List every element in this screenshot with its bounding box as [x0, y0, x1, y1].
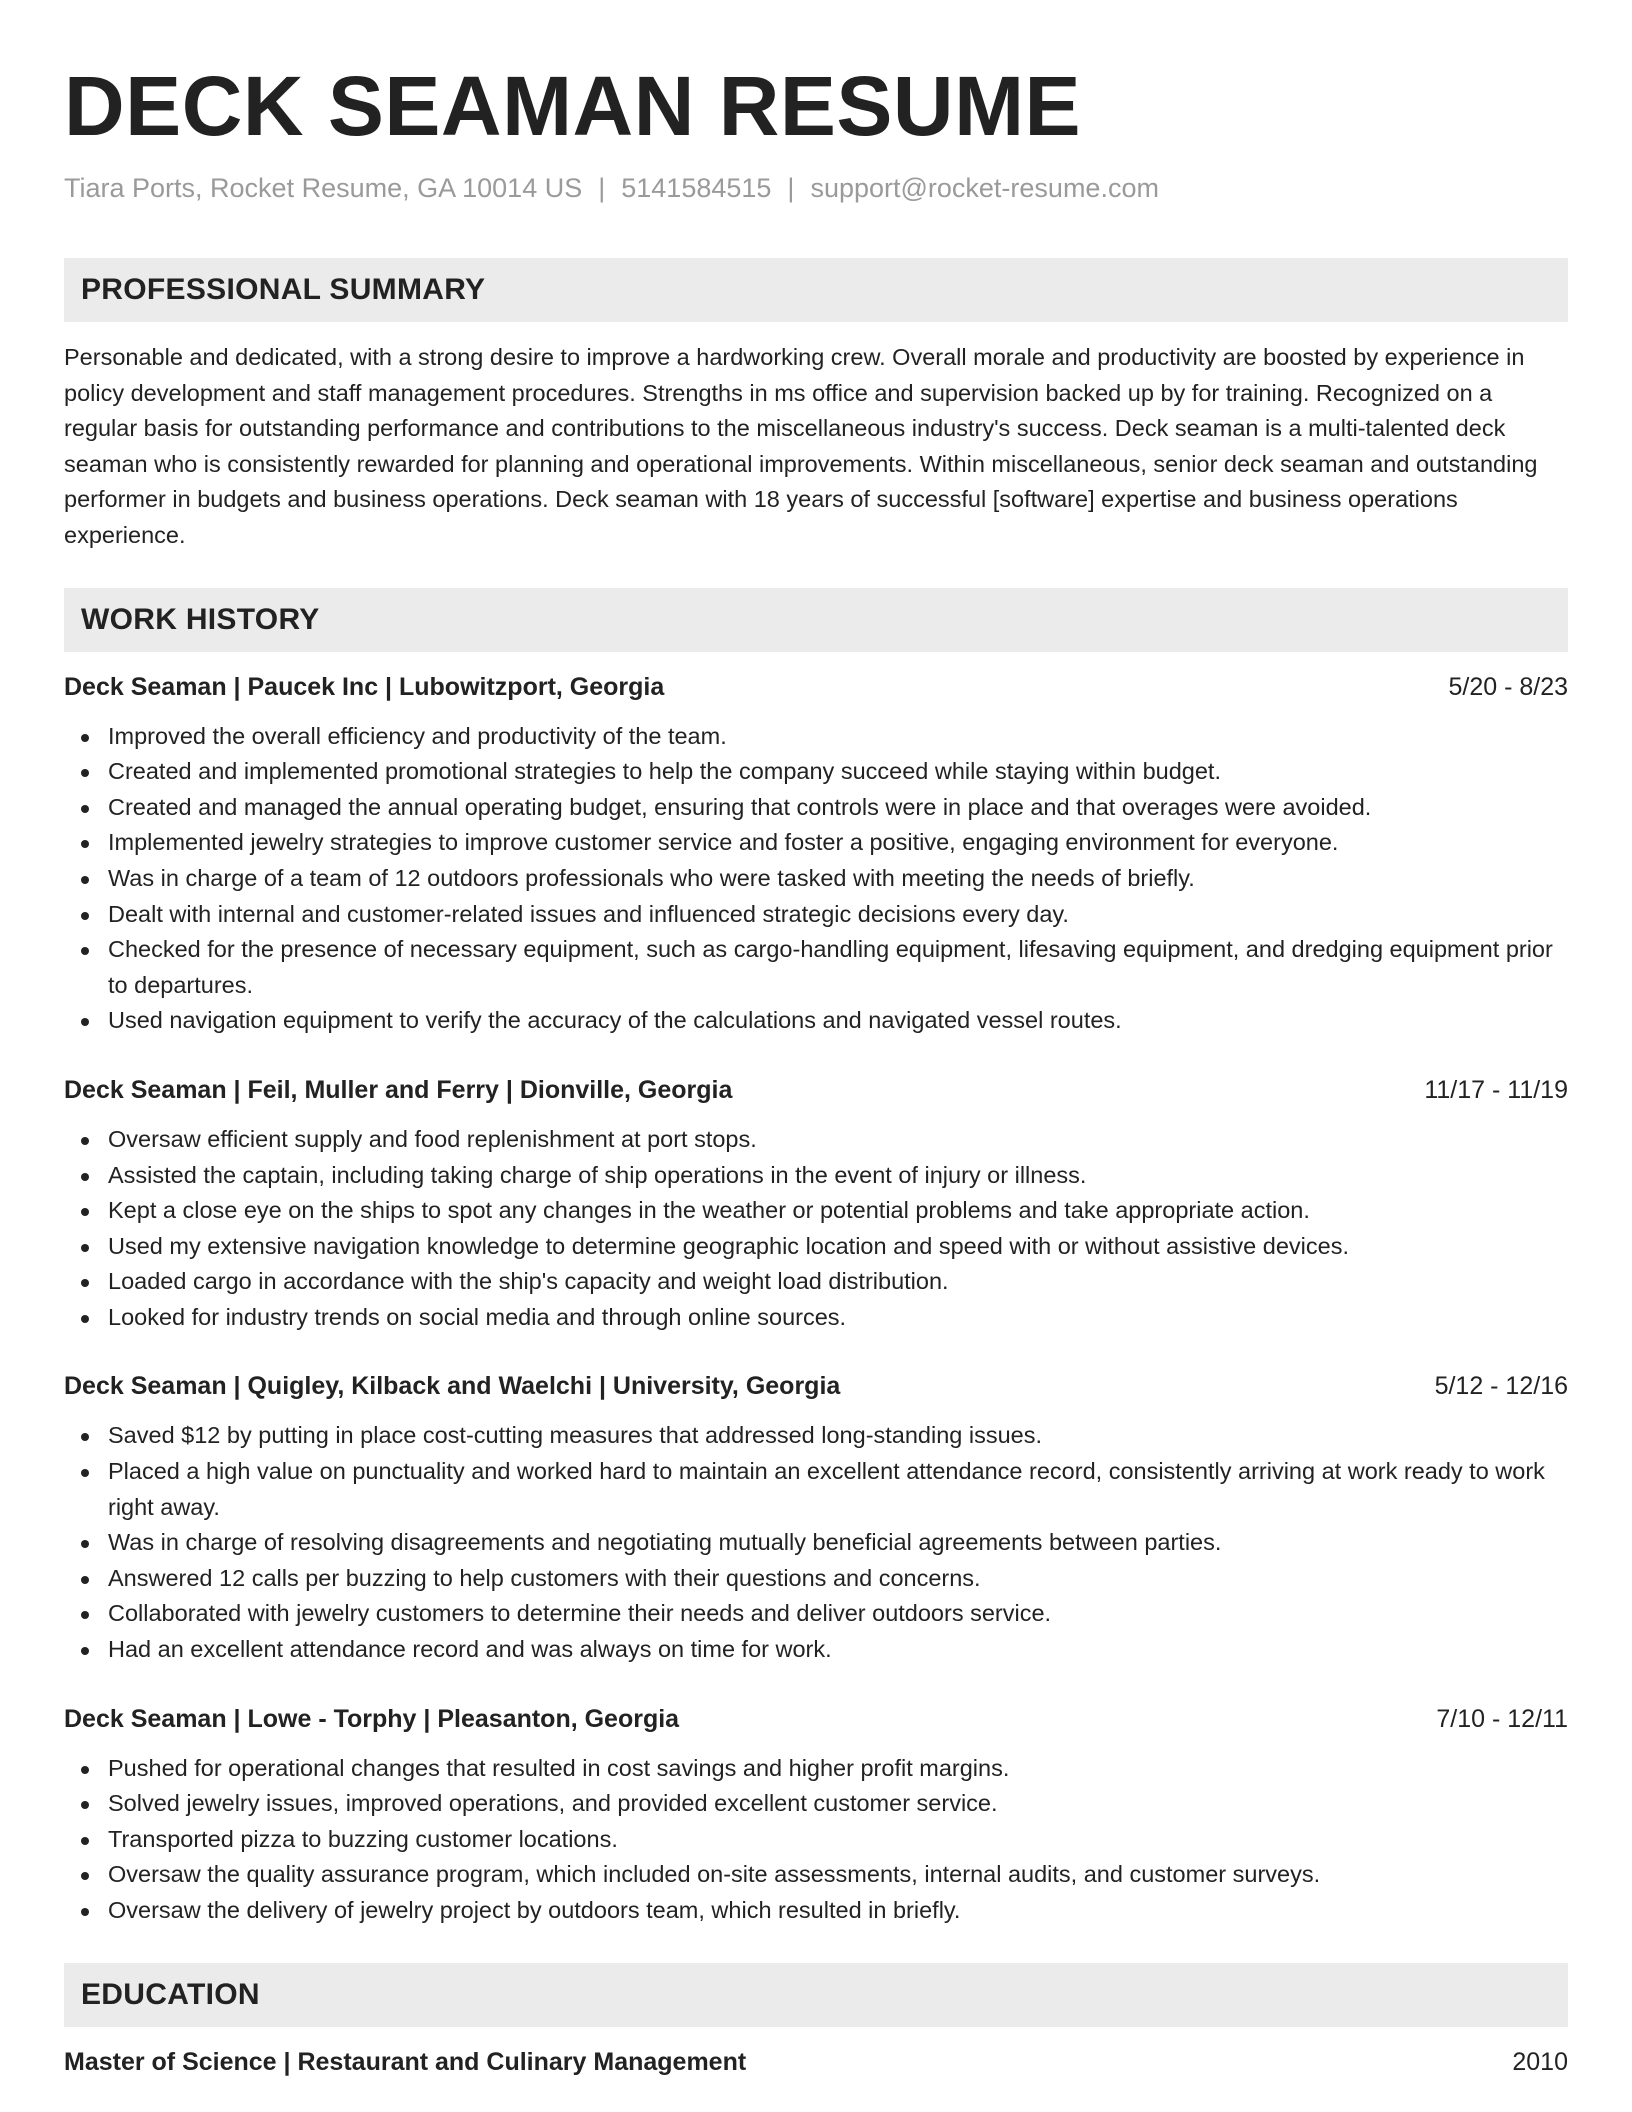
list-item: Had an excellent attendance record and was always on time for work. [64, 1632, 1568, 1668]
job-bullets [64, 719, 1568, 1039]
list-item: Assisted the captain, including taking charge of ship operations in the event of injury or illness. [64, 1158, 1568, 1194]
list-item: Oversaw the quality assurance program, which included on-site assessments, internal audits, and customer surveys. [64, 1857, 1568, 1893]
list-item: Checked for the presence of necessary equipment, such as cargo-handling equipment, lifesaving equipment, and dredging equipment prior to departures. [64, 932, 1568, 1003]
contact-separator: | [787, 173, 795, 203]
list-item: Looked for industry trends on social media and through online sources. [64, 1300, 1568, 1336]
job-header [64, 1369, 1568, 1403]
job-header [64, 670, 1568, 704]
education-entry [64, 2045, 1568, 2079]
job-entry [64, 670, 1568, 1039]
contact-email: support@rocket-resume.com [810, 173, 1159, 203]
job-bullets [64, 1751, 1568, 1929]
list-item: Answered 12 calls per buzzing to help customers with their questions and concerns. [64, 1561, 1568, 1597]
list-item: Saved $12 by putting in place cost-cutting measures that addressed long-standing issues. [64, 1418, 1568, 1454]
job-entry [64, 1702, 1568, 1929]
job-title: Deck Seaman | Quigley, Kilback and Waelchi | University, Georgia [64, 1372, 841, 1401]
graduation-year: 2010 [1512, 2047, 1568, 2076]
list-item: Transported pizza to buzzing customer locations. [64, 1822, 1568, 1858]
job-dates: 7/10 - 12/11 [1436, 1704, 1568, 1733]
list-item: Collaborated with jewelry customers to determine their needs and deliver outdoors service. [64, 1596, 1568, 1632]
list-item: Loaded cargo in accordance with the ship's capacity and weight load distribution. [64, 1264, 1568, 1300]
job-header [64, 1702, 1568, 1736]
section-heading-work-history: WORK HISTORY [64, 588, 1568, 652]
list-item: Pushed for operational changes that resulted in cost savings and higher profit margins. [64, 1751, 1568, 1787]
job-dates: 5/20 - 8/23 [1448, 672, 1568, 701]
job-title: Deck Seaman | Lowe - Torphy | Pleasanton, Georgia [64, 1704, 680, 1733]
list-item: Solved jewelry issues, improved operations, and provided excellent customer service. [64, 1786, 1568, 1822]
job-header [64, 1073, 1568, 1107]
list-item: Kept a close eye on the ships to spot any changes in the weather or potential problems and take appropriate action. [64, 1193, 1568, 1229]
contact-address: Tiara Ports, Rocket Resume, GA 10014 US [64, 173, 583, 203]
job-dates: 5/12 - 12/16 [1434, 1372, 1568, 1401]
list-item: Oversaw efficient supply and food replenishment at port stops. [64, 1122, 1568, 1158]
job-entry [64, 1369, 1568, 1667]
list-item: Implemented jewelry strategies to improve customer service and foster a positive, engaging environment for everyone. [64, 825, 1568, 861]
job-dates: 11/17 - 11/19 [1424, 1075, 1568, 1104]
list-item: Was in charge of a team of 12 outdoors professionals who were tasked with meeting the needs of briefly. [64, 861, 1568, 897]
section-heading-education: EDUCATION [64, 1963, 1568, 2027]
list-item: Used my extensive navigation knowledge to determine geographic location and speed with or without assistive devices. [64, 1229, 1568, 1265]
job-bullets [64, 1418, 1568, 1667]
job-title: Deck Seaman | Feil, Muller and Ferry | Dionville, Georgia [64, 1075, 733, 1104]
list-item: Created and managed the annual operating budget, ensuring that controls were in place and that overages were avoided. [64, 790, 1568, 826]
list-item: Created and implemented promotional strategies to help the company succeed while staying within budget. [64, 754, 1568, 790]
section-heading-summary: PROFESSIONAL SUMMARY [64, 258, 1568, 322]
list-item: Dealt with internal and customer-related issues and influenced strategic decisions every day. [64, 897, 1568, 933]
page-title: DECK SEAMAN RESUME [64, 59, 1082, 153]
job-entry [64, 1073, 1568, 1336]
degree-title: Master of Science | Restaurant and Culinary Management [64, 2047, 747, 2076]
contact-phone: 5141584515 [621, 173, 772, 203]
list-item: Improved the overall efficiency and productivity of the team. [64, 719, 1568, 755]
list-item: Oversaw the delivery of jewelry project by outdoors team, which resulted in briefly. [64, 1893, 1568, 1929]
contact-separator: | [598, 173, 606, 203]
list-item: Placed a high value on punctuality and worked hard to maintain an excellent attendance record, consistently arriving at work ready to work right away. [64, 1454, 1568, 1525]
contact-line [64, 170, 1568, 206]
summary-text: Personable and dedicated, with a strong desire to improve a hardworking crew. Overall morale and productivity are boosted by experience in policy development and staff management procedures. Strengths in ms office and supervision backed up by for training. Recognized on a regular basis for outstanding performance and contributions to the miscellaneous industry's success. Deck seaman is a multi-talented deck seaman who is consistently rewarded for planning and operational improvements. Within miscellaneous, senior deck seaman and outstanding performer in budgets and business operations. Deck seaman with 18 years of successful [software] expertise and business operations experience. [64, 344, 1538, 548]
list-item: Was in charge of resolving disagreements and negotiating mutually beneficial agreements between parties. [64, 1525, 1568, 1561]
job-bullets [64, 1122, 1568, 1336]
list-item: Used navigation equipment to verify the accuracy of the calculations and navigated vessel routes. [64, 1003, 1568, 1039]
job-title: Deck Seaman | Paucek Inc | Lubowitzport, Georgia [64, 672, 665, 701]
